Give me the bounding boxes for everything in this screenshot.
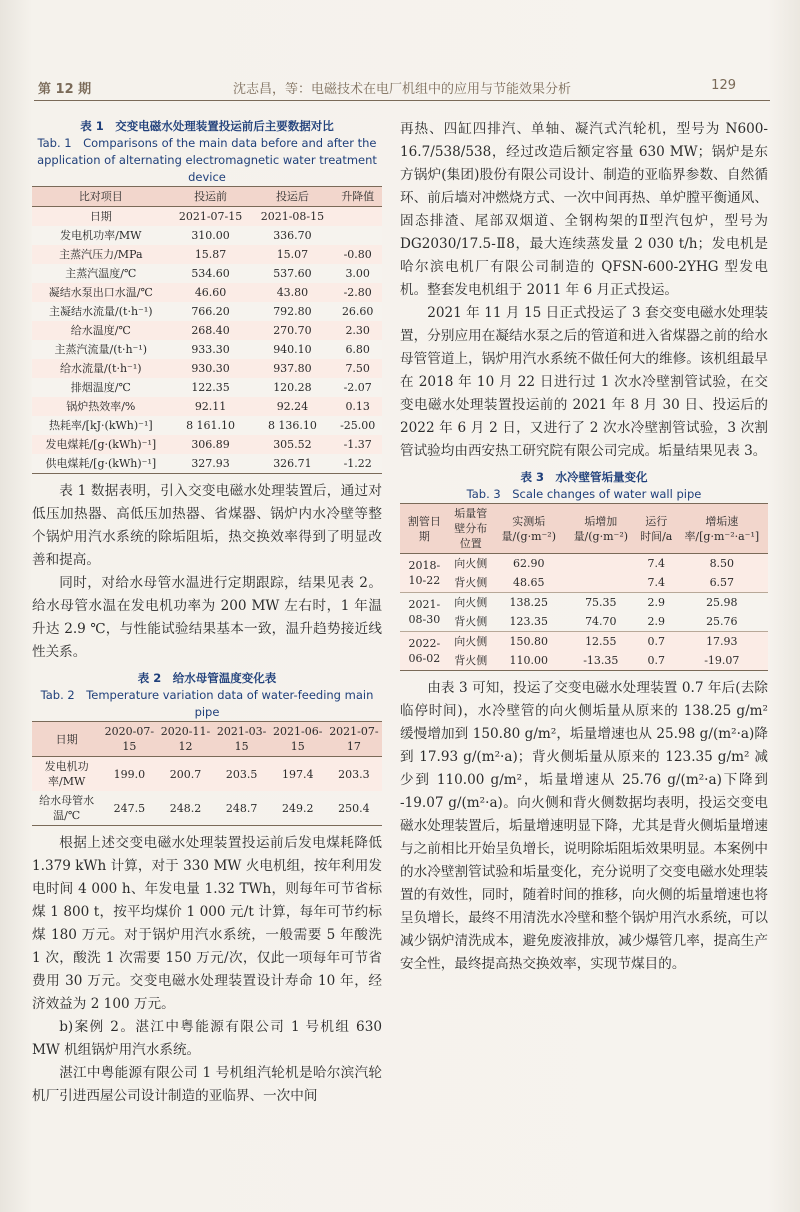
table1-cell: 120.28 (273, 381, 312, 394)
table1-cell: 8 136.10 (267, 419, 317, 432)
table2-cell: 200.7 (169, 767, 202, 781)
table1-cell: 92.11 (194, 400, 227, 413)
table3-cell: 25.76 (706, 615, 738, 628)
running-header (34, 78, 770, 101)
table1-cell: -25.00 (340, 419, 376, 432)
table3-cell: 背火侧 (454, 654, 488, 667)
table1-cell: 7.50 (345, 362, 370, 375)
table3-cell: -19.07 (704, 654, 740, 667)
table1-cell (333, 226, 382, 245)
table1-cell: 2021-08-15 (260, 210, 325, 223)
table1-caption-en: Tab. 1 Comparisons of the main data before and after the application of alternating electromagnetic water treatment device (37, 136, 377, 184)
table-row (32, 340, 382, 359)
table2-header-cell: 日期 (32, 722, 101, 757)
table1 (32, 186, 382, 474)
running-title: 沈志昌，等：电磁技术在电厂机组中的应用与节能效果分析 (232, 82, 571, 97)
table-row (32, 245, 382, 264)
table2-header-cell: 2020-11-12 (157, 722, 213, 757)
table3-cell: 向火侧 (449, 593, 493, 613)
table-row (32, 791, 382, 826)
table1-cell: 发电机功率/MW (60, 229, 142, 242)
table3-date-cell: 2022-06-02 (400, 632, 449, 671)
table1-cell: 46.60 (194, 286, 227, 299)
table1-cell: 937.80 (273, 362, 312, 375)
table-row (32, 416, 382, 435)
table1-cell: 537.60 (273, 267, 312, 280)
table1-cell: 92.24 (276, 400, 309, 413)
table2 (32, 721, 382, 826)
table3-cell: 向火侧 (449, 632, 493, 652)
table-row (32, 435, 382, 454)
table1-header-cell: 升降值 (333, 187, 382, 207)
table1-cell: 326.71 (273, 457, 312, 470)
table1-header-cell: 投运前 (170, 187, 252, 207)
table3-cell: 74.70 (585, 615, 617, 628)
table3-cell: 62.90 (493, 554, 565, 574)
table2-caption-en: Tab. 2 Temperature variation data of water-feeding main pipe (40, 688, 374, 719)
right-paragraph-1: 再热、四缸四排汽、单轴、凝汽式汽轮机，型号为 N600-16.7/538/538，经过改造后额定容量 630 MW；锅炉是东方锅炉(集团)股份有限公司设计、制造的亚临界参数、自然循环、前后墙对冲燃烧方式、一次中间再热、单炉膛平衡通风、固态排渣、尾部双烟道、全钢构架的Ⅱ型汽包炉，型号为 DG2030/17.5-Ⅱ8，最大连续蒸发量 2 030 t/h；发电机是哈尔滨电机厂有限公司制造的 QFSN-600-2YHG 型发电机。整套发电机组于 2011 年 6 月正式投运。 (400, 121, 768, 298)
table2-header-cell: 2021-06-15 (270, 722, 326, 757)
table1-cell: 2021-07-15 (178, 210, 243, 223)
table-row (32, 226, 382, 245)
table-row (32, 302, 382, 321)
table1-cell: 主蒸汽流量/(t·h⁻¹) (54, 343, 148, 356)
table1-caption-zh: 表 1 交变电磁水处理装置投运前后主要数据对比 (80, 119, 334, 133)
table-row (32, 397, 382, 416)
right-column (400, 118, 768, 976)
left-paragraph-1: 表 1 数据表明，引入交变电磁水处理装置后，通过对低压加热器、高低压加热器、省煤器、锅炉内水冷壁等整个锅炉用汽水系统的除垢阻垢，热交换效率得到了明显改善和提高。 (32, 483, 382, 568)
table1-cell: 排烟温度/℃ (70, 381, 131, 394)
table1-cell: -2.07 (343, 381, 372, 394)
table2-cell: 203.5 (225, 767, 258, 781)
table3-cell: 123.35 (509, 615, 549, 628)
table1-cell: -0.80 (343, 248, 372, 261)
table1-cell: 305.52 (273, 438, 312, 451)
table2-cell: 197.4 (282, 767, 314, 781)
table3-cell: 7.4 (637, 554, 676, 574)
table2-cell: 发电机功率/MW (44, 760, 89, 788)
table1-cell: 792.80 (273, 305, 312, 318)
table-row (400, 593, 768, 613)
table3-header-cell: 实测垢量/(g·m⁻²) (493, 504, 565, 554)
table1-cell: -1.37 (343, 438, 372, 451)
table1-cell: 306.89 (191, 438, 230, 451)
table-row (32, 454, 382, 474)
table2-cell: 199.0 (113, 767, 146, 781)
table2-header-cell: 2021-03-15 (214, 722, 270, 757)
left-paragraph-2: 同时，对给水母管水温进行定期跟踪，结果见表 2。给水母管水温在发电机功率为 200 MW 左右时，1 年温升达 2.9 ℃，与性能试验结果基本一致，温升趋势接近线性关系。 (32, 575, 382, 660)
table3-cell: 138.25 (493, 593, 565, 613)
table3-cell (565, 573, 637, 593)
table-row (32, 207, 382, 227)
table3-cell: 向火侧 (449, 554, 493, 574)
table1-header-cell: 投运后 (252, 187, 334, 207)
table3-cell: 6.57 (709, 576, 735, 589)
table3-header-cell: 垢量管壁分布位置 (449, 504, 493, 554)
left-paragraph-3: 根据上述交变电磁水处理装置投运前后发电煤耗降低 1.379 kWh 计算，对于 330 MW 火电机组，按年利用发电时间 4 000 h、年发电量 1.32 TWh，则每年可节省标煤 1 800 t，按平均煤价 1 000 元/t 计算，每年可节约标煤 180 万元。对于锅炉用汽水系统，一般需要 5 年酸洗 1 次，酸洗 1 次需要 150 万元/次，仅此一项每年可节省费用 30 万元。交变电磁水处理装置设计寿命 10 年，经济效益为 2 100 万元。 (32, 835, 382, 1012)
table1-cell: 3.00 (345, 267, 370, 280)
table1-cell: 主凝结水流量/(t·h⁻¹) (49, 305, 153, 318)
table3-caption-zh: 表 3 水冷壁管垢量变化 (520, 470, 648, 484)
table3-header-cell: 垢增加量/(g·m⁻²) (565, 504, 637, 554)
left-paragraph-5: 湛江中粤能源有限公司 1 号机组汽轮机是哈尔滨汽轮机厂引进西屋公司设计制造的亚临界、一次中间 (32, 1065, 382, 1104)
table3-cell: 背火侧 (454, 576, 488, 589)
table2-cell: 给水母管水温/℃ (39, 794, 95, 822)
table1-cell: 15.87 (194, 248, 227, 261)
table3-date-cell: 2018-10-22 (400, 554, 449, 593)
table1-cell: 凝结水泵出口水温/℃ (48, 286, 153, 299)
table3-cell: 17.93 (676, 632, 768, 652)
table1-cell: 热耗率/[kJ·(kWh)⁻¹] (48, 419, 153, 432)
table3-cell: 150.80 (493, 632, 565, 652)
table1-cell: 给水温度/℃ (70, 324, 131, 337)
table3-cell: 110.00 (509, 654, 549, 667)
table1-cell: 336.70 (273, 229, 312, 242)
table1-cell: 6.80 (345, 343, 370, 356)
table1-cell: 933.30 (191, 343, 230, 356)
table1-cell: 766.20 (191, 305, 230, 318)
table1-cell: 270.70 (273, 324, 312, 337)
table3-cell: 25.98 (676, 593, 768, 613)
table-row (32, 378, 382, 397)
table3-cell: 75.35 (565, 593, 637, 613)
table1-cell: 主蒸汽温度/℃ (65, 267, 137, 280)
table2-cell: 247.5 (113, 801, 146, 815)
table3-date-cell: 2021-08-30 (400, 593, 449, 632)
table-row (400, 651, 768, 671)
table1-cell: 534.60 (191, 267, 230, 280)
table1-cell: 供电煤耗/[g·(kWh)⁻¹] (45, 457, 157, 470)
table-row (32, 757, 382, 792)
table3-cell: 7.4 (647, 576, 665, 589)
table3-cell (565, 554, 637, 574)
table1-cell: 0.13 (345, 400, 370, 413)
table1-cell: 8 161.10 (186, 419, 236, 432)
left-column (32, 118, 382, 1108)
table-row (400, 612, 768, 632)
table3-header-cell: 割管日期 (400, 504, 449, 554)
table1-cell: 15.07 (276, 248, 309, 261)
table3-cell: -13.35 (583, 654, 619, 667)
table1-cell (333, 207, 382, 227)
table3-cell: 0.7 (647, 654, 665, 667)
left-paragraph-4: b)案例 2。湛江中粤能源有限公司 1 号机组 630 MW 机组锅炉用汽水系统。 (32, 1019, 382, 1058)
table3-caption-en: Tab. 3 Scale changes of water wall pipe (466, 487, 702, 501)
table3-cell: 48.65 (513, 576, 545, 589)
table3 (400, 503, 768, 671)
table2-caption-zh: 表 2 给水母管温度变化表 (137, 671, 277, 685)
table2-cell: 249.2 (282, 801, 314, 815)
table-row (400, 573, 768, 593)
table-row (32, 283, 382, 302)
table3-cell: 背火侧 (454, 615, 488, 628)
table1-cell: 43.80 (276, 286, 309, 299)
table-row (32, 264, 382, 283)
table1-cell: 26.60 (341, 305, 374, 318)
table1-cell: 940.10 (273, 343, 312, 356)
table2-header-cell: 2020-07-15 (101, 722, 157, 757)
table1-cell: 主蒸汽压力/MPa (59, 248, 143, 261)
table-row (32, 321, 382, 340)
table1-cell: 310.00 (191, 229, 230, 242)
table3-cell: 8.50 (676, 554, 768, 574)
table3-header-cell: 增垢速率/[g·m⁻²·a⁻¹] (676, 504, 768, 554)
table1-cell: 发电煤耗/[g·(kWh)⁻¹] (45, 438, 157, 451)
table3-cell: 12.55 (565, 632, 637, 652)
table1-header-cell: 比对项目 (32, 187, 170, 207)
issue-number: 第 12 期 (38, 82, 92, 97)
table-row (400, 554, 768, 574)
table3-header-cell: 运行时间/a (637, 504, 676, 554)
table2-cell: 250.4 (338, 801, 370, 815)
table-row (32, 359, 382, 378)
table2-header-cell: 2021-07-17 (326, 722, 382, 757)
table3-cell: 2.9 (647, 615, 665, 628)
table2-cell: 248.2 (169, 801, 202, 815)
table2-cell: 203.3 (338, 767, 370, 781)
right-paragraph-2: 2021 年 11 月 15 日正式投运了 3 套交变电磁水处理装置，分别应用在凝结水泵之后的管道和进入省煤器之前的给水母管管道上，锅炉用汽水系统不做任何大的维修。该机组最早在 2018 年 10 月 22 日进行过 1 次水冷壁割管试验，在交变电磁水处理装置投运前的 2021 年 8 月 30 日、投运后的 2022 年 6 月 2 日，又进行了 2 次水冷壁割管试验，3 次割管试验均由西安热工研究院有限公司完成。垢量结果见表 3。 (400, 305, 768, 459)
table3-cell: 2.9 (637, 593, 676, 613)
table1-cell: 327.93 (191, 457, 230, 470)
table1-cell: 122.35 (191, 381, 230, 394)
table-row (400, 632, 768, 652)
table2-cell: 248.7 (225, 801, 258, 815)
page-number: 129 (711, 78, 736, 93)
table1-cell: 2.30 (345, 324, 370, 337)
table1-cell: 268.40 (191, 324, 230, 337)
table1-cell: -1.22 (343, 457, 372, 470)
table1-cell: 锅炉热效率/% (66, 400, 136, 413)
right-paragraph-3: 由表 3 可知，投运了交变电磁水处理装置 0.7 年后(去除临停时间)，水冷壁管的向火侧垢量从原来的 138.25 g/m² 缓慢增加到 150.80 g/m²，垢量增速也从 25.98 g/(m²·a)降到 17.93 g/(m²·a)；背火侧垢量从原来的 123.35 g/m² 减少到 110.00 g/m²，垢量增速从 25.76 g/(m²·a)下降到 -19.07 g/(m²·a)。向火侧和背火侧数据均表明，投运交变电磁水处理装置后，垢量增速明显下降，尤其是背火侧垢量增速与之前相比开始呈负增长，说明除垢阻垢效果明显。本案例中的水冷壁割管试验和垢量变化，充分说明了交变电磁水处理装置的有效性，同时，随着时间的推移，向火侧的垢量增速也将呈负增长，最终不用清洗水冷壁和整个锅炉用汽水系统，可以减少锅炉清洗成本，避免废液排放，减少爆管几率，提高生产安全性，最终提高热交换效率，实现节煤目的。 (400, 680, 768, 972)
table3-cell: 0.7 (637, 632, 676, 652)
table1-cell: 日期 (89, 210, 112, 223)
table1-cell: 930.30 (191, 362, 230, 375)
table1-cell: -2.80 (343, 286, 372, 299)
table1-cell: 给水流量/(t·h⁻¹) (60, 362, 142, 375)
